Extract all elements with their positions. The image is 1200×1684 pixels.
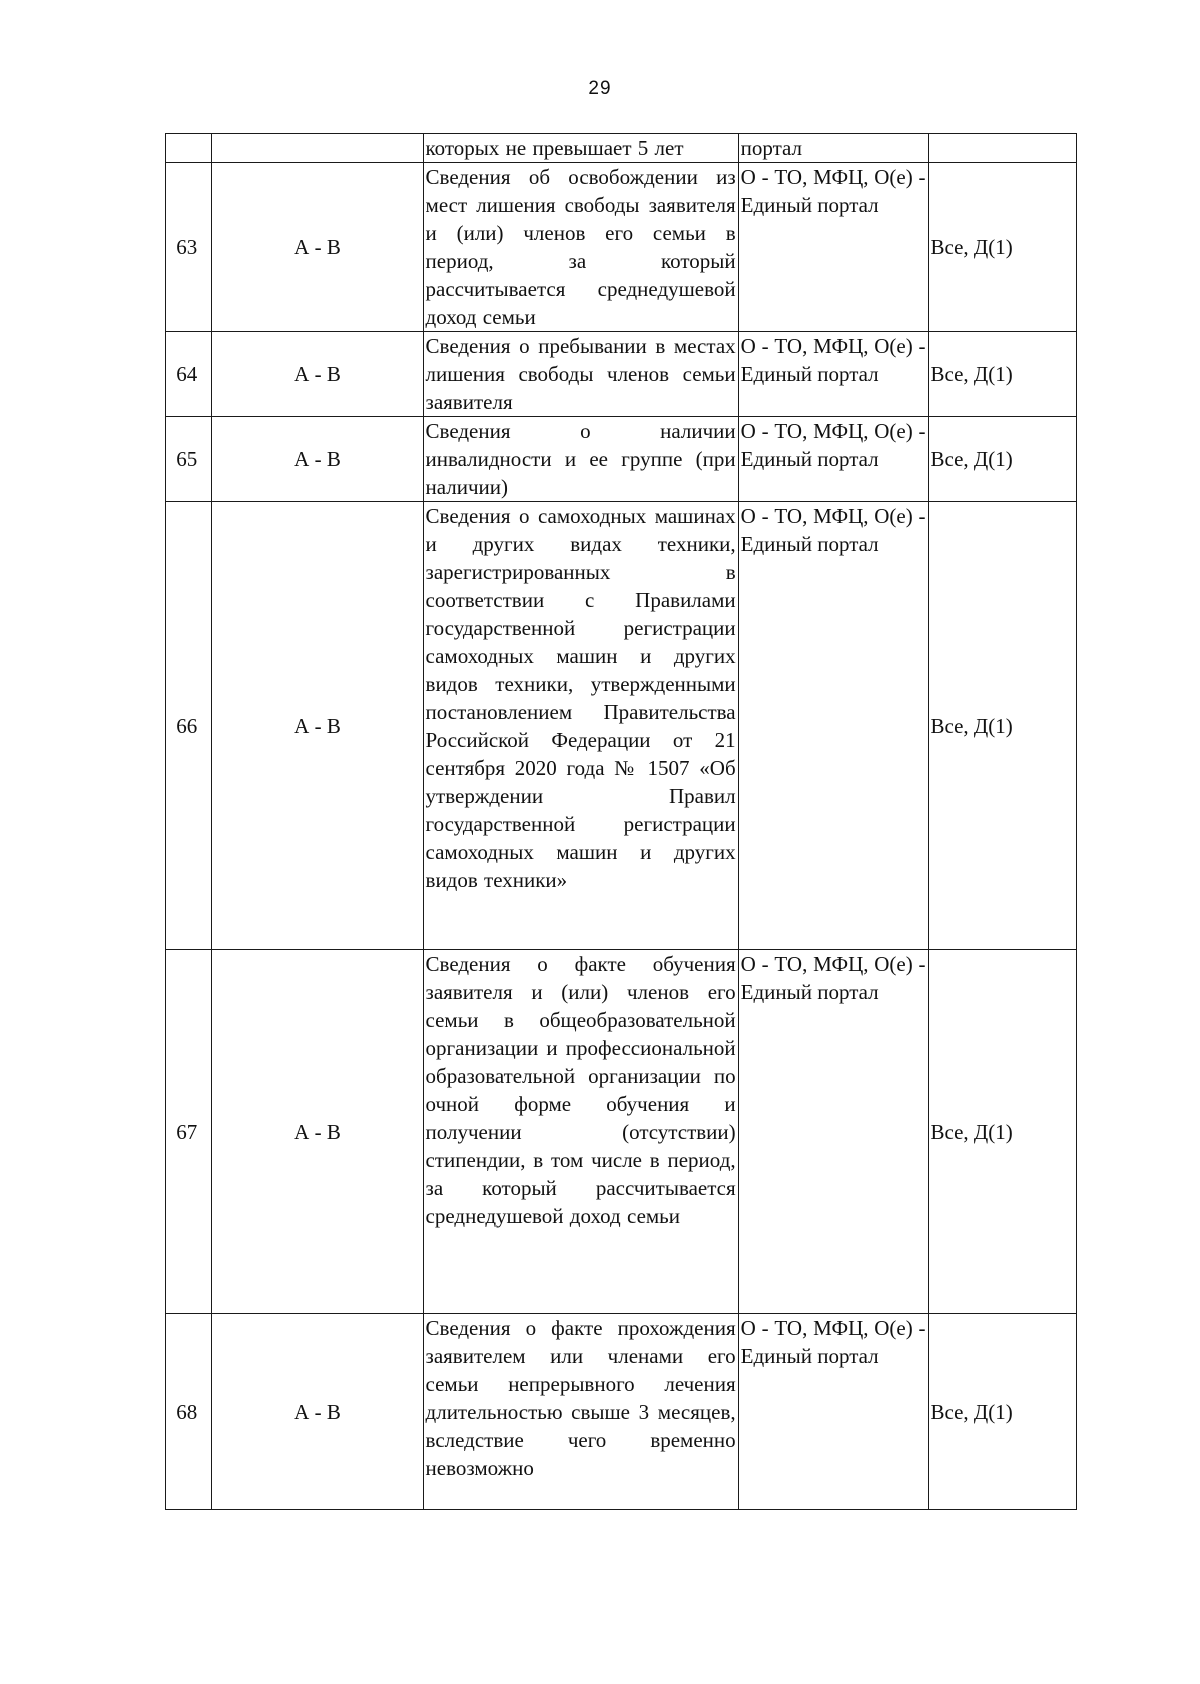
applicability-cell: Все, Д(1) bbox=[928, 417, 1076, 502]
category-cell: А - В bbox=[212, 417, 423, 502]
table-row bbox=[166, 417, 1077, 502]
source-cell: О - ТО, МФЦ, О(е) - Единый портал bbox=[738, 950, 928, 1314]
description-cell: Сведения о факте обучения заявителя и (или) членов его семьи в общеобразовательной организации и профессиональной образовательной организации по очной форме обучения и получении (отсутствии) стипендии, в том числе в период, за который рассчитывается среднедушевой доход семьи bbox=[423, 950, 738, 1314]
category-cell: А - В bbox=[212, 163, 423, 332]
row-number-cell: 66 bbox=[166, 502, 212, 950]
table-row bbox=[166, 1314, 1077, 1510]
applicability-cell: Все, Д(1) bbox=[928, 1314, 1076, 1510]
description-cell: Сведения о пребывании в местах лишения свободы членов семьи заявителя bbox=[423, 332, 738, 417]
row-number-cell: 68 bbox=[166, 1314, 212, 1510]
description-cell: Сведения о факте прохождения заявителем или членами его семьи непрерывного лечения длительностью свыше 3 месяцев, вследствие чего временно невозможно bbox=[423, 1314, 738, 1510]
source-cell: О - ТО, МФЦ, О(е) - Единый портал bbox=[738, 332, 928, 417]
description-cell: Сведения об освобождении из мест лишения свободы заявителя и (или) членов его семьи в период, за который рассчитывается среднедушевой доход семьи bbox=[423, 163, 738, 332]
applicability-cell bbox=[928, 134, 1076, 163]
row-number-cell: 67 bbox=[166, 950, 212, 1314]
category-cell bbox=[212, 134, 423, 163]
table-row bbox=[166, 502, 1077, 950]
category-cell: А - В bbox=[212, 502, 423, 950]
table-row bbox=[166, 950, 1077, 1314]
applicability-cell: Все, Д(1) bbox=[928, 163, 1076, 332]
category-cell: А - В bbox=[212, 332, 423, 417]
applicability-cell: Все, Д(1) bbox=[928, 332, 1076, 417]
source-cell: О - ТО, МФЦ, О(е) - Единый портал bbox=[738, 163, 928, 332]
source-cell: О - ТО, МФЦ, О(е) - Единый портал bbox=[738, 502, 928, 950]
services-table bbox=[165, 133, 1077, 1510]
source-cell: портал bbox=[738, 134, 928, 163]
description-cell: Сведения о наличии инвалидности и ее группе (при наличии) bbox=[423, 417, 738, 502]
table-row bbox=[166, 332, 1077, 417]
category-cell: А - В bbox=[212, 950, 423, 1314]
row-number-cell: 63 bbox=[166, 163, 212, 332]
description-cell: которых не превышает 5 лет bbox=[423, 134, 738, 163]
row-number-cell: 65 bbox=[166, 417, 212, 502]
page-number: 29 bbox=[588, 78, 612, 99]
applicability-cell: Все, Д(1) bbox=[928, 950, 1076, 1314]
description-cell: Сведения о самоходных машинах и других видах техники, зарегистрированных в соответствии с Правилами государственной регистрации самоходных машин и других видов техники, утвержденными постановлением Правительства Российской Федерации от 21 сентября 2020 года № 1507 «Об утверждении Правил государственной регистрации самоходных машин и других видов техники» bbox=[423, 502, 738, 950]
table-row-continuation bbox=[166, 134, 1077, 163]
applicability-cell: Все, Д(1) bbox=[928, 502, 1076, 950]
source-cell: О - ТО, МФЦ, О(е) - Единый портал bbox=[738, 417, 928, 502]
source-cell: О - ТО, МФЦ, О(е) - Единый портал bbox=[738, 1314, 928, 1510]
row-number-cell: 64 bbox=[166, 332, 212, 417]
category-cell: А - В bbox=[212, 1314, 423, 1510]
row-number-cell bbox=[166, 134, 212, 163]
table-row bbox=[166, 163, 1077, 332]
